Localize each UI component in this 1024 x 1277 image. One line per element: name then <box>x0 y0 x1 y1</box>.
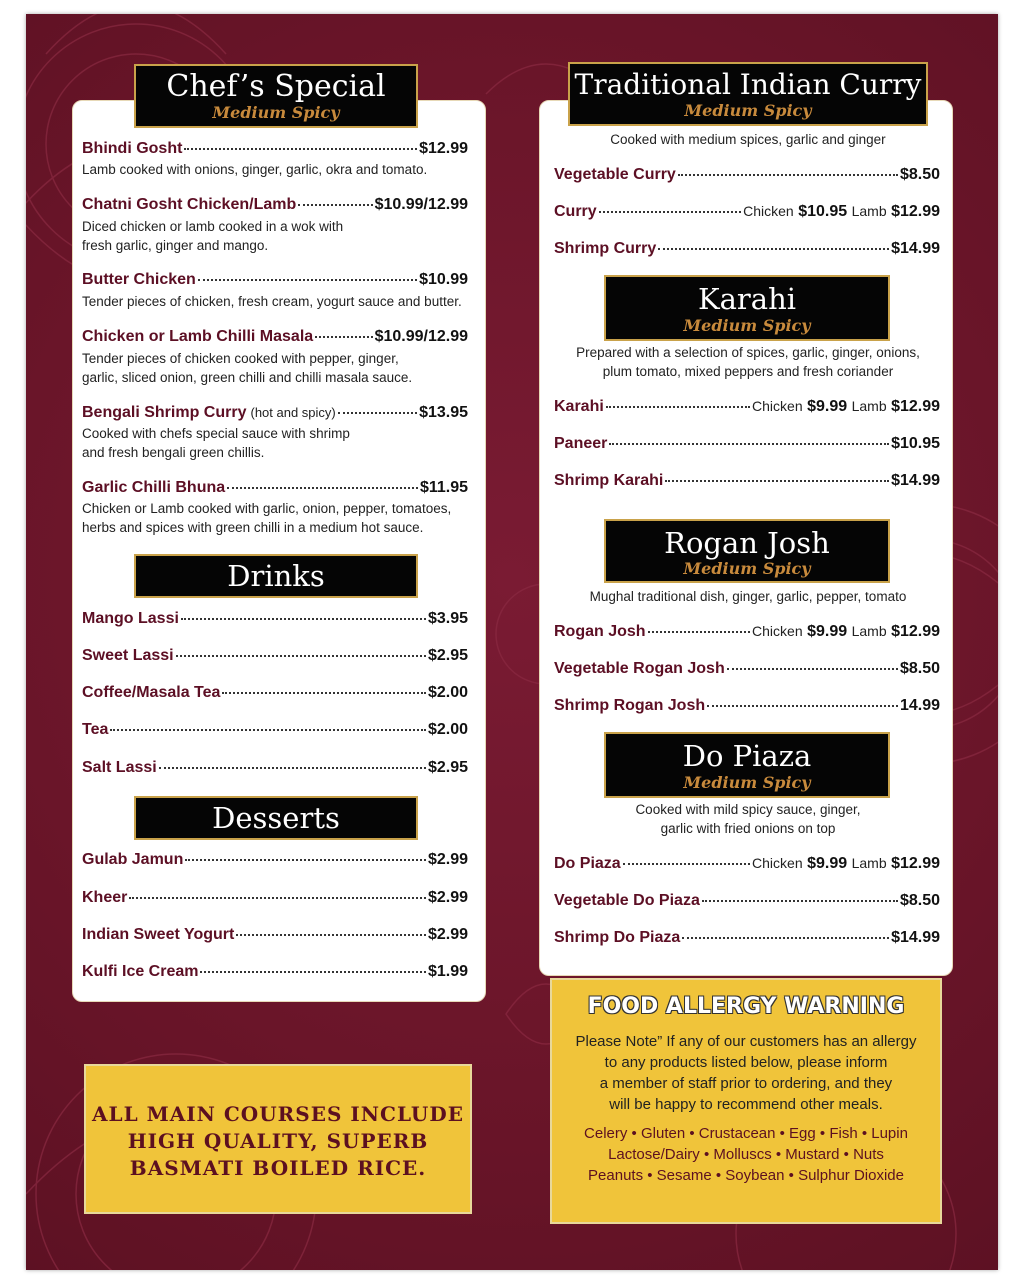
dot-leader <box>648 631 750 633</box>
allergen-list-line: Peanuts • Sesame • Soybean • Sulphur Dioxide <box>588 1167 904 1184</box>
item-name: Salt Lassi <box>82 759 157 776</box>
dot-leader <box>702 900 898 902</box>
menu-item-bengali-shrimp-curry <box>82 404 468 422</box>
item-name: Shrimp Do Piaza <box>554 929 681 946</box>
item-price: $2.99 <box>427 851 468 868</box>
allergy-body-line: Please Note” If any of our customers has an allergy <box>575 1033 917 1050</box>
allergen-list-line: Lactose/Dairy • Molluscs • Mustard • Nuts <box>608 1146 884 1163</box>
description-line: fresh garlic, ginger and mango. <box>82 238 269 253</box>
dot-leader <box>298 204 372 206</box>
lamb-label: Lamb <box>851 398 887 414</box>
drinks-title: Drinks <box>227 559 325 593</box>
dot-leader <box>682 937 889 939</box>
menu-item-sweet-lassi <box>82 647 468 665</box>
allergy-warning-title: FOOD ALLERGY WARNING <box>587 994 905 1019</box>
description-line: Lamb cooked with onions, ginger, garlic, okra and tomato. <box>82 162 428 177</box>
do-piaza-subtitle: Medium Spicy <box>683 773 811 792</box>
rogan-josh-banner <box>604 519 890 583</box>
dot-leader <box>606 406 750 408</box>
menu-item-vegetable-rogan-josh <box>554 660 940 678</box>
drinks-banner <box>134 554 418 598</box>
item-name: Gulab Jamun <box>82 851 184 868</box>
chicken-label: Chicken <box>752 398 803 414</box>
item-description <box>82 217 343 255</box>
menu-item-tea <box>82 721 468 739</box>
item-price: $14.99 <box>891 929 940 946</box>
menu-item-butter-chicken <box>82 271 468 289</box>
rogan-josh-subtitle: Medium Spicy <box>683 559 811 578</box>
item-description <box>82 292 462 311</box>
item-name: Tea <box>82 721 109 738</box>
item-name: Rogan Josh <box>554 623 646 640</box>
item-name: Mango Lassi <box>82 610 179 627</box>
item-name: Kulfi Ice Cream <box>82 963 199 980</box>
menu-item-vegetable-curry <box>554 166 940 184</box>
item-name: Butter Chicken <box>82 271 196 288</box>
item-description <box>82 160 427 179</box>
item-price: $12.99 <box>419 140 468 157</box>
traditional-curry-title: Traditional Indian Curry <box>574 68 922 101</box>
item-price: $8.50 <box>899 166 940 183</box>
rice-notice-box <box>84 1064 472 1214</box>
lamb-price: $12.99 <box>891 203 940 220</box>
description-line: Chicken or Lamb cooked with garlic, onion, pepper, tomatoes, <box>82 501 452 516</box>
menu-item-mango-lassi <box>82 610 468 628</box>
lamb-label: Lamb <box>851 855 887 871</box>
item-price: $10.99 <box>419 271 468 288</box>
traditional-curry-description <box>548 130 948 149</box>
menu-item-garlic-chilli-bhuna <box>82 479 468 497</box>
allergy-body-line: to any products listed below, please inform <box>604 1054 888 1071</box>
chicken-price: $9.99 <box>807 398 848 415</box>
menu-item-paneer <box>554 435 940 453</box>
item-name: Indian Sweet Yogurt <box>82 926 235 943</box>
food-allergy-warning-box <box>550 978 942 1224</box>
rogan-josh-title: Rogan Josh <box>664 526 830 560</box>
dot-leader <box>129 897 426 899</box>
rice-notice-line: HIGH QUALITY, SUPERB <box>127 1129 429 1153</box>
item-price <box>743 203 940 221</box>
description-line: Cooked with chefs special sauce with shrimp <box>82 426 350 441</box>
item-name: Shrimp Curry <box>554 240 657 257</box>
menu-item-kulfi-ice-cream <box>82 963 468 981</box>
do-piaza-description <box>548 800 948 838</box>
menu-item-do-piaza <box>554 855 940 873</box>
dot-leader <box>200 971 425 973</box>
chefs-special-subtitle: Medium Spicy <box>212 103 340 122</box>
traditional-curry-banner <box>568 62 928 126</box>
description-line: Prepared with a selection of spices, garlic, ginger, onions, <box>576 345 920 360</box>
item-price: $14.99 <box>891 240 940 257</box>
dot-leader <box>236 934 426 936</box>
menu-item-curry <box>554 203 940 221</box>
item-price: $11.95 <box>419 479 468 496</box>
menu-item-shrimp-curry <box>554 240 940 258</box>
item-name: Chicken or Lamb Chilli Masala <box>82 328 314 345</box>
menu-item-shrimp-rogan-josh <box>554 697 940 715</box>
dot-leader <box>110 729 426 731</box>
menu-item-coffee-masala-tea <box>82 684 468 702</box>
dot-leader <box>227 487 418 489</box>
menu-item-indian-sweet-yogurt <box>82 926 468 944</box>
allergy-body-line: a member of staff prior to ordering, and they <box>599 1075 893 1092</box>
chicken-price: $9.99 <box>807 855 848 872</box>
item-name: Vegetable Rogan Josh <box>554 660 725 677</box>
karahi-subtitle: Medium Spicy <box>683 316 811 335</box>
chicken-label: Chicken <box>743 203 794 219</box>
item-name: Shrimp Rogan Josh <box>554 697 706 714</box>
lamb-price: $12.99 <box>891 855 940 872</box>
dot-leader <box>678 174 898 176</box>
desserts-title: Desserts <box>212 801 340 835</box>
item-name: Vegetable Do Piaza <box>554 892 700 909</box>
lamb-label: Lamb <box>851 203 887 219</box>
karahi-title: Karahi <box>697 282 797 316</box>
lamb-price: $12.99 <box>891 623 940 640</box>
allergy-warning-body <box>552 1031 940 1115</box>
dot-leader <box>181 618 426 620</box>
dot-leader <box>665 480 889 482</box>
item-price <box>752 623 940 641</box>
dot-leader <box>222 692 426 694</box>
chefs-special-banner <box>134 64 418 128</box>
menu-item-salt-lassi <box>82 759 468 777</box>
item-name: Shrimp Karahi <box>554 472 664 489</box>
desserts-banner <box>134 796 418 840</box>
dot-leader <box>609 443 889 445</box>
item-name: Paneer <box>554 435 608 452</box>
item-price: $2.00 <box>427 721 468 738</box>
dot-leader <box>198 279 417 281</box>
menu-item-chatni-gosht <box>82 196 468 214</box>
item-price: $8.50 <box>899 660 940 677</box>
menu-item-karahi <box>554 398 940 416</box>
item-name: Karahi <box>554 398 604 415</box>
description-line: Cooked with medium spices, garlic and ginger <box>610 132 886 147</box>
item-price <box>752 398 940 416</box>
item-price: $2.99 <box>427 926 468 943</box>
menu-item-bhindi-gosht <box>82 140 468 158</box>
item-name: Bhindi Gosht <box>82 140 183 157</box>
dot-leader <box>315 336 372 338</box>
item-description <box>82 424 350 462</box>
menu-item-gulab-jamun <box>82 851 468 869</box>
description-line: Diced chicken or lamb cooked in a wok with <box>82 219 344 234</box>
do-piaza-banner <box>604 732 890 798</box>
item-price: $14.99 <box>891 472 940 489</box>
dot-leader <box>338 412 417 414</box>
menu-item-rogan-josh <box>554 623 940 641</box>
rogan-josh-description <box>548 587 948 606</box>
item-name: Chatni Gosht Chicken/Lamb <box>82 196 297 213</box>
dot-leader <box>658 248 889 250</box>
description-line: Mughal traditional dish, ginger, garlic, pepper, tomato <box>589 589 907 604</box>
allergen-list <box>552 1123 940 1186</box>
lamb-label: Lamb <box>851 623 887 639</box>
karahi-banner <box>604 275 890 341</box>
do-piaza-title: Do Piaza <box>682 739 812 773</box>
dot-leader <box>599 211 741 213</box>
item-price: $2.95 <box>427 647 468 664</box>
dot-leader <box>184 148 417 150</box>
chefs-special-title: Chef’s Special <box>166 69 386 104</box>
rice-notice-line: BASMATI BOILED RICE. <box>129 1156 427 1180</box>
description-line: garlic, sliced onion, green chilli and chilli masala sauce. <box>82 370 413 385</box>
allergy-body-line: will be happy to recommend other meals. <box>609 1096 883 1113</box>
item-price: $10.95 <box>891 435 940 452</box>
item-price: $13.95 <box>419 404 468 421</box>
item-price: $1.99 <box>427 963 468 980</box>
dot-leader <box>185 859 426 861</box>
item-price: $3.95 <box>427 610 468 627</box>
description-line: Cooked with mild spicy sauce, ginger, <box>635 802 861 817</box>
dot-leader <box>707 705 898 707</box>
item-name: Coffee/Masala Tea <box>82 684 221 701</box>
item-name: Curry <box>554 203 597 220</box>
description-line: garlic with fried onions on top <box>660 821 836 836</box>
dot-leader <box>727 668 898 670</box>
description-line: Tender pieces of chicken cooked with pepper, ginger, <box>82 351 399 366</box>
item-name: Do Piaza <box>554 855 621 872</box>
chicken-label: Chicken <box>752 855 803 871</box>
item-name: Bengali Shrimp Curry <box>82 404 247 421</box>
item-price: $8.50 <box>899 892 940 909</box>
menu-page <box>26 14 998 1270</box>
dot-leader <box>623 863 750 865</box>
description-line: plum tomato, mixed peppers and fresh coriander <box>602 364 894 379</box>
item-price <box>752 855 940 873</box>
lamb-price: $12.99 <box>891 398 940 415</box>
menu-item-kheer <box>82 889 468 907</box>
karahi-description <box>548 343 948 381</box>
item-description <box>82 499 451 537</box>
chicken-price: $10.95 <box>798 203 848 220</box>
item-price: $2.00 <box>427 684 468 701</box>
chicken-label: Chicken <box>752 623 803 639</box>
rice-notice-line: ALL MAIN COURSES INCLUDE <box>92 1102 464 1126</box>
item-name: Vegetable Curry <box>554 166 676 183</box>
dot-leader <box>159 767 426 769</box>
item-price: $10.99/12.99 <box>374 328 468 345</box>
menu-item-chilli-masala <box>82 328 468 346</box>
menu-item-shrimp-karahi <box>554 472 940 490</box>
menu-item-shrimp-do-piaza <box>554 929 940 947</box>
item-price: $10.99/12.99 <box>374 196 468 213</box>
description-line: and fresh bengali green chillis. <box>82 445 265 460</box>
item-name: Sweet Lassi <box>82 647 174 664</box>
description-line: herbs and spices with green chilli in a medium hot sauce. <box>82 520 424 535</box>
item-description <box>82 349 412 387</box>
menu-item-vegetable-do-piaza <box>554 892 940 910</box>
item-name: Kheer <box>82 889 128 906</box>
traditional-curry-subtitle: Medium Spicy <box>684 101 812 120</box>
description-line: Tender pieces of chicken, fresh cream, yogurt sauce and butter. <box>82 294 462 309</box>
item-name: Garlic Chilli Bhuna <box>82 479 226 496</box>
item-price: $2.99 <box>427 889 468 906</box>
chicken-price: $9.99 <box>807 623 848 640</box>
item-price: $2.95 <box>427 759 468 776</box>
allergen-list-line: Celery • Gluten • Crustacean • Egg • Fish • Lupin <box>584 1125 908 1142</box>
item-note: (hot and spicy) <box>250 405 336 420</box>
item-price: 14.99 <box>899 697 940 714</box>
dot-leader <box>176 655 426 657</box>
